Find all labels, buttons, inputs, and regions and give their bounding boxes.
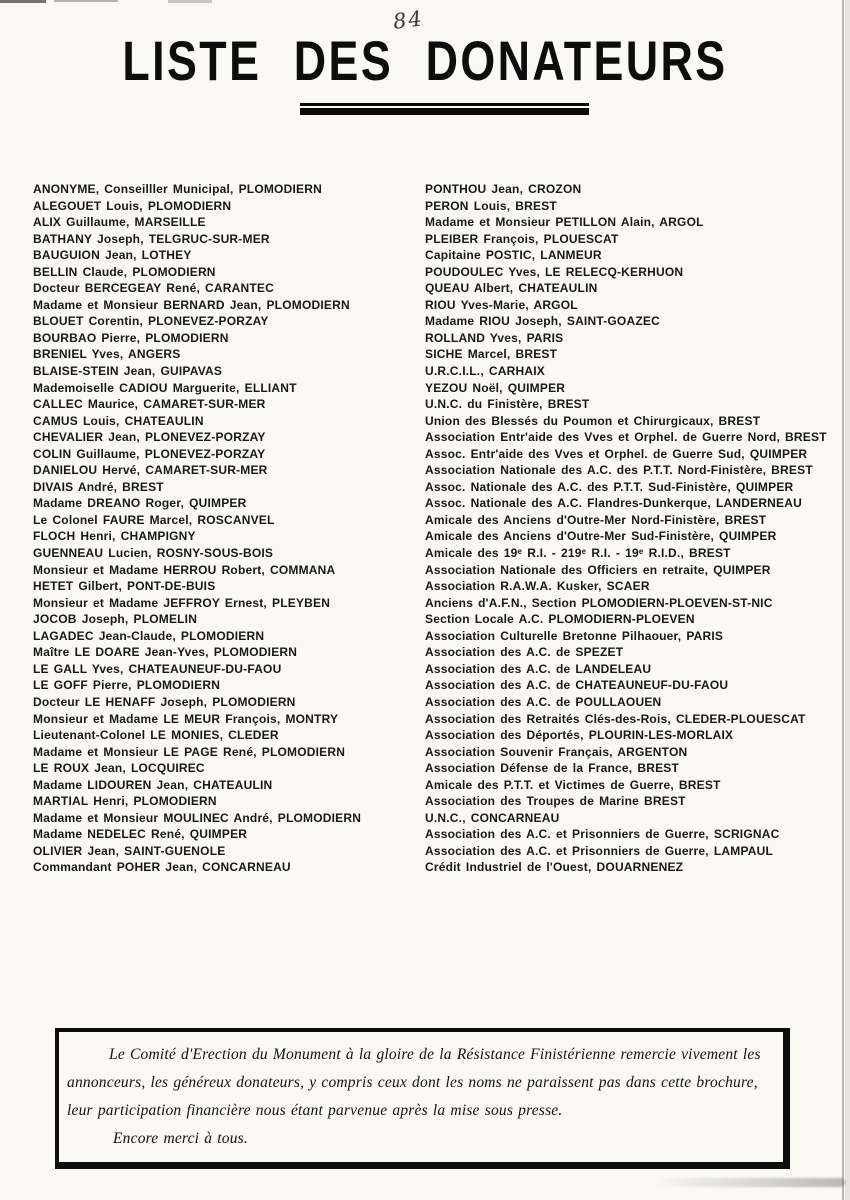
donor-entry: Madame et Monsieur LE PAGE René, PLOMODIERN <box>33 744 346 759</box>
donor-entry: Mademoiselle CADIOU Marguerite, ELLIANT <box>33 380 297 395</box>
donor-entry: Association des Déportés, PLOURIN-LES-MORLAIX <box>425 728 734 743</box>
page-title: LISTE DES DONATEURS <box>122 29 728 92</box>
donor-entry: Association des A.C. et Prisonniers de Guerre, LAMPAUL <box>425 843 774 858</box>
donor-entry: LE GALL Yves, CHATEAUNEUF-DU-FAOU <box>33 661 282 676</box>
donor-entry: SICHE Marcel, BREST <box>425 347 558 362</box>
donor-entry: GUENNEAU Lucien, ROSNY-SOUS-BOIS <box>33 546 274 561</box>
donor-entry: ROLLAND Yves, PARIS <box>425 330 564 345</box>
donor-entry: Docteur BERCEGEAY René, CARANTEC <box>33 281 274 296</box>
donor-entry: PERON Louis, BREST <box>425 198 557 213</box>
donor-entry: Monsieur et Madame HERROU Robert, COMMANA <box>33 562 336 577</box>
scan-smudge-bottom-right <box>655 1178 845 1187</box>
donor-entry: BAUGUION Jean, LOTHEY <box>33 248 192 263</box>
donor-entry: Le Colonel FAURE Marcel, ROSCANVEL <box>33 512 275 527</box>
donor-entry: COLIN Guillaume, PLONEVEZ-PORZAY <box>33 446 266 461</box>
donor-entry: Docteur LE HENAFF Joseph, PLOMODIERN <box>33 694 296 709</box>
donor-entry: Commandant POHER Jean, CONCARNEAU <box>33 860 291 875</box>
donor-entry: BATHANY Joseph, TELGRUC-SUR-MER <box>33 231 270 246</box>
donor-entry: CAMUS Louis, CHATEAULIN <box>33 413 204 428</box>
donor-entry: PONTHOU Jean, CROZON <box>425 182 582 196</box>
donor-entry: BLOUET Corentin, PLONEVEZ-PORZAY <box>33 314 269 329</box>
donor-entry: CALLEC Maurice, CAMARET-SUR-MER <box>33 397 266 412</box>
donor-entry: Association Nationale des Officiers en retraite, QUIMPER <box>425 562 771 577</box>
donor-entry: LE ROUX Jean, LOCQUIREC <box>33 761 205 776</box>
donor-entry: U.R.C.I.L., CARHAIX <box>425 364 545 379</box>
donor-entry: Madame DREANO Roger, QUIMPER <box>33 496 247 511</box>
donor-entry: Crédit Industriel de l'Ouest, DOUARNENEZ <box>425 860 684 875</box>
donor-entry: Section Locale A.C. PLOMODIERN-PLOEVEN <box>425 612 695 627</box>
donor-entry: Maître LE DOARE Jean-Yves, PLOMODIERN <box>33 645 298 660</box>
donor-entry: Association des A.C. de LANDELEAU <box>425 661 652 676</box>
acknowledgement-closing: Encore merci à tous. <box>113 1130 248 1147</box>
donor-entry: Association des Retraités Clés-des-Rois, CLEDER-PLOUESCAT <box>425 711 806 726</box>
donor-entry: Madame et Monsieur MOULINEC André, PLOMODIERN <box>33 810 362 825</box>
donor-entry: Monsieur et Madame JEFFROY Ernest, PLEYBEN <box>33 595 331 610</box>
donor-entry: ANONYME, Conseilller Municipal, PLOMODIERN <box>33 182 322 196</box>
donor-entry: Association des Troupes de Marine BREST <box>425 794 686 809</box>
donor-entry: BLAISE-STEIN Jean, GUIPAVAS <box>33 364 223 379</box>
donor-entry: Association des A.C. de SPEZET <box>425 645 624 660</box>
donor-column-right <box>425 181 847 876</box>
donor-entry: U.N.C., CONCARNEAU <box>425 810 560 825</box>
donor-entry: Assoc. Nationale des A.C. des P.T.T. Sud-Finistère, QUIMPER <box>425 479 794 494</box>
donor-entry: YEZOU Noël, QUIMPER <box>425 380 566 395</box>
donor-entry: PLEIBER François, PLOUESCAT <box>425 231 619 246</box>
scan-smudge-top-left <box>0 0 46 3</box>
donor-entry: ALIX Guillaume, MARSEILLE <box>33 215 206 230</box>
donor-entry: Madame RIOU Joseph, SAINT-GOAZEC <box>425 314 660 329</box>
donor-entry: U.N.C. du Finistère, BREST <box>425 397 590 412</box>
donor-entry: JOCOB Joseph, PLOMELIN <box>33 612 198 627</box>
title-underline-bar <box>300 103 589 115</box>
donor-entry: BELLIN Claude, PLOMODIERN <box>33 264 216 279</box>
donor-entry: DANIELOU Hervé, CAMARET-SUR-MER <box>33 463 268 478</box>
donor-entry: Association R.A.W.A. Kusker, SCAER <box>425 579 650 594</box>
donor-entry: CHEVALIER Jean, PLONEVEZ-PORZAY <box>33 430 266 445</box>
donor-entry: Union des Blessés du Poumon et Chirurgicaux, BREST <box>425 413 761 428</box>
donor-entry: DIVAIS André, BREST <box>33 479 164 494</box>
donor-entry: RIOU Yves-Marie, ARGOL <box>425 297 578 312</box>
donor-entry: Amicale des 19ᵉ R.I. - 219ᵉ R.I. - 19ᵉ R.I.D., BREST <box>425 546 731 561</box>
donor-entry: Capitaine POSTIC, LANMEUR <box>425 248 602 263</box>
donor-entry: Association des A.C. de POULLAOUEN <box>425 694 662 709</box>
donor-column-left <box>33 181 423 876</box>
donor-entry: HETET Gilbert, PONT-DE-BUIS <box>33 579 216 594</box>
donor-entry: MARTIAL Henri, PLOMODIERN <box>33 794 217 809</box>
donor-entry: ALEGOUET Louis, PLOMODIERN <box>33 198 232 213</box>
title-underline-thin-rule <box>300 103 589 106</box>
scan-smudge-top-center <box>168 0 212 3</box>
scan-smudge-top-left-2 <box>54 0 118 2</box>
donor-entry: Association Entr'aide des Vves et Orphel. de Guerre Nord, BREST <box>425 430 827 445</box>
handwritten-page-number: 84 <box>391 6 426 34</box>
donor-entry: Association des A.C. de CHATEAUNEUF-DU-FAOU <box>425 678 729 693</box>
title-underline-thick-rule <box>300 108 589 115</box>
donor-entry: QUEAU Albert, CHATEAULIN <box>425 281 598 296</box>
donor-entry: Anciens d'A.F.N., Section PLOMODIERN-PLOEVEN-ST-NIC <box>425 595 773 610</box>
donor-entry: Madame NEDELEC René, QUIMPER <box>33 827 248 842</box>
donor-entry: Lieutenant-Colonel LE MONIES, CLEDER <box>33 728 279 743</box>
donor-entry: Madame LIDOUREN Jean, CHATEAULIN <box>33 777 273 792</box>
donor-entry: Amicale des P.T.T. et Victimes de Guerre, BREST <box>425 777 721 792</box>
donor-entry: Assoc. Entr'aide des Vves et Orphel. de Guerre Sud, QUIMPER <box>425 446 808 461</box>
donor-entry: Association Nationale des A.C. des P.T.T. Nord-Finistère, BREST <box>425 463 813 478</box>
donor-entry: LE GOFF Pierre, PLOMODIERN <box>33 678 221 693</box>
donor-entry: Assoc. Nationale des A.C. Flandres-Dunkerque, LANDERNEAU <box>425 496 802 511</box>
donor-entry: Monsieur et Madame LE MEUR François, MONTRY <box>33 711 339 726</box>
donor-entry: Madame et Monsieur PETILLON Alain, ARGOL <box>425 215 704 230</box>
donor-entry: OLIVIER Jean, SAINT-GUENOLE <box>33 843 226 858</box>
donor-entry: POUDOULEC Yves, LE RELECQ-KERHUON <box>425 264 684 279</box>
acknowledgement-box <box>55 1028 790 1169</box>
donor-entry: Association des A.C. et Prisonniers de Guerre, SCRIGNAC <box>425 827 780 842</box>
donor-entry: Madame et Monsieur BERNARD Jean, PLOMODIERN <box>33 297 350 312</box>
donor-entry: Amicale des Anciens d'Outre-Mer Sud-Finistère, QUIMPER <box>425 529 777 544</box>
donor-entry: Association Culturelle Bretonne Pilhaouer, PARIS <box>425 628 724 643</box>
donor-entry: LAGADEC Jean-Claude, PLOMODIERN <box>33 628 265 643</box>
donor-entry: Association Souvenir Français, ARGENTON <box>425 744 688 759</box>
donor-entry: Amicale des Anciens d'Outre-Mer Nord-Finistère, BREST <box>425 512 767 527</box>
donor-entry: BRENIEL Yves, ANGERS <box>33 347 181 362</box>
donor-entry: FLOCH Henri, CHAMPIGNY <box>33 529 196 544</box>
donor-entry: BOURBAO Pierre, PLOMODIERN <box>33 330 229 345</box>
donor-entry: Association Défense de la France, BREST <box>425 761 680 776</box>
acknowledgement-paragraph: Le Comité d'Erection du Monument à la gloire de la Résistance Finistérienne remercie vivement les annonceurs, les généreux donateurs, y compris ceux dont les noms ne paraissent pas dans cette brochure, leur participation financière nous étant parvenue après la mise sous presse. <box>67 1046 761 1119</box>
